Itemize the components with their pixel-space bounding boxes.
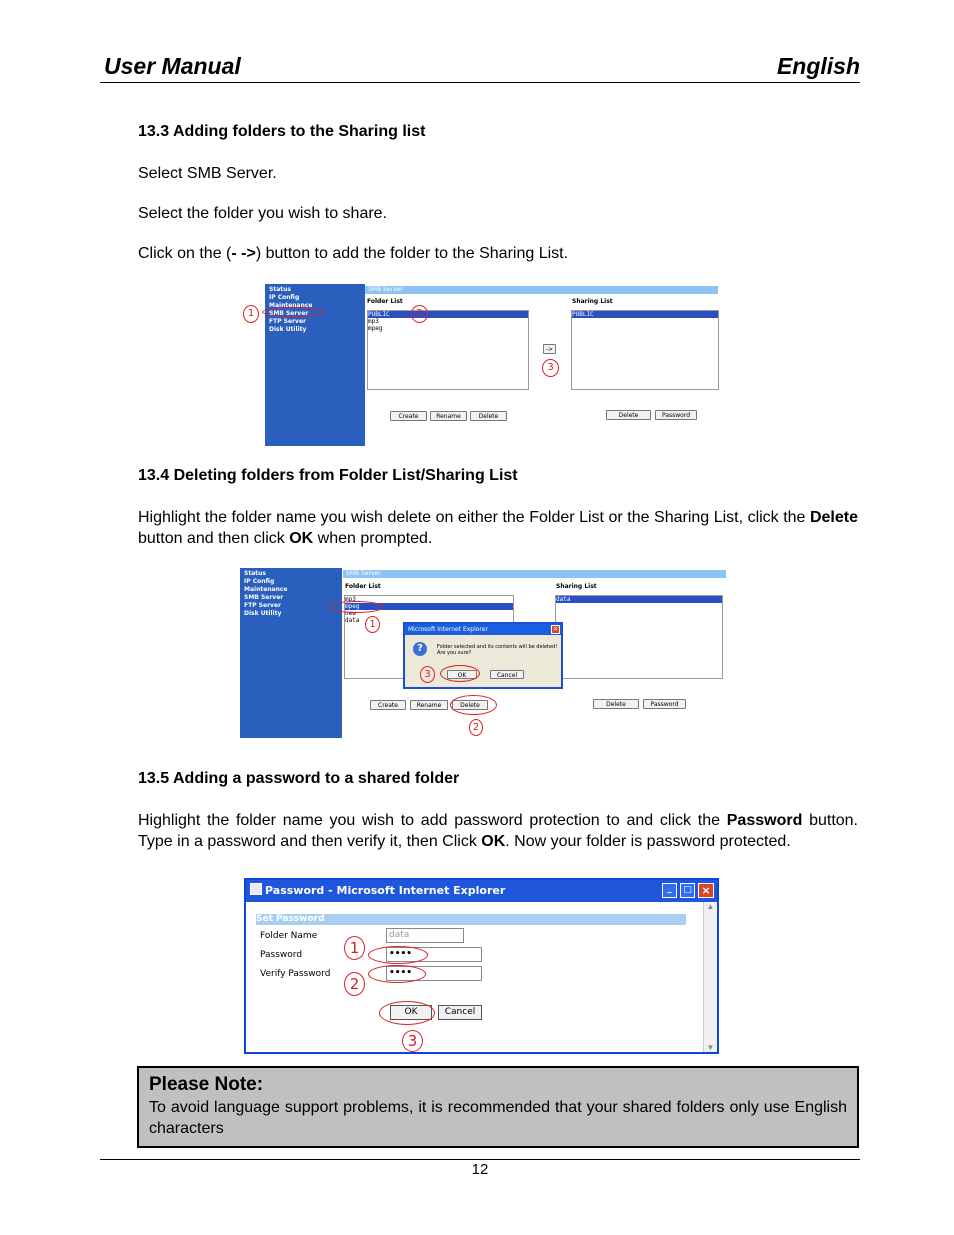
scroll-up-icon[interactable]: ▲ xyxy=(706,902,715,911)
nav-item[interactable]: IP Config xyxy=(269,294,300,301)
callout-3-icon: 3 xyxy=(420,666,435,683)
highlight-ellipse xyxy=(262,307,324,317)
callout-1-icon: 1 xyxy=(344,936,365,960)
list-item[interactable]: mpeg xyxy=(368,325,383,332)
highlight-ellipse xyxy=(368,946,428,964)
s134-bold-delete: Delete xyxy=(809,509,858,526)
rename-button[interactable]: Rename xyxy=(410,700,448,710)
nav-item[interactable]: Status xyxy=(244,570,266,577)
nav-item[interactable]: SMB Server xyxy=(269,310,309,317)
window-title: Password - Microsoft Internet Explorer xyxy=(265,884,506,897)
password-field[interactable]: •••• xyxy=(386,947,482,962)
question-icon: ? xyxy=(413,642,427,656)
nav-item[interactable]: SMB Server xyxy=(244,594,284,601)
nav-item[interactable]: Status xyxy=(269,286,291,293)
delete-button[interactable]: Delete xyxy=(452,700,488,710)
dialog-cancel-button[interactable]: Cancel xyxy=(490,670,524,679)
folder-list-box[interactable] xyxy=(367,310,529,390)
callout-3-icon: 3 xyxy=(542,359,559,377)
page-footer-rule xyxy=(100,1159,860,1160)
note-title: Please Note: xyxy=(149,1074,264,1095)
dialog-title: Microsoft Internet Explorer xyxy=(408,626,488,633)
section-13-3-heading: 13.3 Adding folders to the Sharing list xyxy=(138,123,426,140)
callout-1-icon: 1 xyxy=(243,305,259,323)
sharing-list-box[interactable] xyxy=(555,595,723,679)
dialog-ok-button[interactable]: OK xyxy=(447,670,477,679)
verify-password-field[interactable]: •••• xyxy=(386,966,482,981)
please-note-box xyxy=(137,1066,859,1148)
nav-item[interactable]: Maintenance xyxy=(244,586,288,593)
dialog-message xyxy=(437,644,557,656)
highlight-ellipse xyxy=(379,1001,435,1025)
highlight-ellipse xyxy=(440,665,480,682)
set-password-bar: Set Password xyxy=(256,914,686,925)
password-button[interactable]: Password xyxy=(655,410,697,420)
section-13-4-heading: 13.4 Deleting folders from Folder List/Sharing List xyxy=(138,467,518,484)
list-item[interactable]: data xyxy=(556,596,722,603)
highlight-ellipse xyxy=(328,601,384,613)
verify-password-label: Verify Password xyxy=(260,969,331,979)
panel-title-bar: SMB Server xyxy=(343,570,726,578)
page-number: 12 xyxy=(471,1161,489,1178)
nav-item[interactable]: FTP Server xyxy=(244,602,281,609)
dialog-titlebar xyxy=(405,624,561,635)
folder-name-field[interactable]: data xyxy=(386,928,464,943)
list-item[interactable]: mp3 xyxy=(368,318,379,325)
window-content xyxy=(246,902,703,1052)
callout-2-icon: 2 xyxy=(411,305,428,323)
section-13-5-heading: 13.5 Adding a password to a shared folder xyxy=(138,770,460,787)
list-item[interactable]: PUBLIC xyxy=(368,311,528,318)
nav-item[interactable]: Disk Utility xyxy=(269,326,307,333)
s133-step3-bold: - -> xyxy=(231,245,256,262)
s135-paragraph xyxy=(138,810,858,852)
screenshot-smb-delete xyxy=(240,568,726,738)
s135-bold-ok: OK xyxy=(481,833,506,850)
s134-text-2: button and then click xyxy=(138,530,290,547)
list-item[interactable]: new xyxy=(345,610,356,617)
dialog-message-line-1: Folder selected and its contents will be deleted! xyxy=(437,644,558,650)
folder-list-label: Folder List xyxy=(345,583,381,590)
nav-item[interactable]: Maintenance xyxy=(269,302,313,309)
close-icon[interactable]: × xyxy=(698,883,714,898)
s134-text-3: when prompted. xyxy=(313,530,433,547)
note-text: To avoid language support problems, it is recommended that your shared folders only use English characters xyxy=(149,1099,847,1137)
s133-step3-pre: Click on the ( xyxy=(138,245,232,262)
ok-button[interactable]: OK xyxy=(390,1005,432,1020)
highlight-ellipse xyxy=(450,695,497,715)
page-header xyxy=(100,50,860,83)
password-label: Password xyxy=(260,950,303,960)
nav-item[interactable]: IP Config xyxy=(244,578,275,585)
sharing-list-box[interactable] xyxy=(571,310,719,390)
maximize-icon[interactable]: □ xyxy=(680,883,695,898)
vertical-scrollbar[interactable] xyxy=(703,902,717,1052)
nav-item[interactable]: FTP Server xyxy=(269,318,306,325)
callout-3-icon: 3 xyxy=(402,1030,423,1052)
s135-text-1: Highlight the folder name you wish to add password protection to and click the xyxy=(138,812,727,829)
s133-step3-post: ) button to add the folder to the Sharing List. xyxy=(255,245,569,262)
sharing-list-label: Sharing List xyxy=(572,298,613,305)
header-title-left: User Manual xyxy=(104,53,241,79)
sharing-delete-button[interactable]: Delete xyxy=(593,699,639,709)
ie-page-icon xyxy=(250,883,262,895)
list-item[interactable]: PUBLIC xyxy=(572,311,718,318)
callout-2-icon: 2 xyxy=(469,719,483,736)
folder-name-label: Folder Name xyxy=(260,931,318,941)
add-to-sharing-button[interactable]: -> xyxy=(543,344,556,354)
minimize-icon[interactable]: _ xyxy=(662,883,677,898)
highlight-ellipse xyxy=(368,965,426,983)
rename-button[interactable]: Rename xyxy=(430,411,467,421)
callout-2-icon: 2 xyxy=(344,972,365,996)
password-button[interactable]: Password xyxy=(643,699,686,709)
s133-step1: Select SMB Server. xyxy=(138,165,277,182)
folder-list-label: Folder List xyxy=(367,298,403,305)
delete-button[interactable]: Delete xyxy=(470,411,507,421)
s135-text-2: button. Type in a password and then verify it, then Click xyxy=(138,812,859,850)
list-item[interactable]: mp3 xyxy=(345,596,356,603)
close-icon[interactable]: × xyxy=(552,625,559,633)
s134-bold-ok: OK xyxy=(289,530,314,547)
nav-item[interactable]: Disk Utility xyxy=(244,610,282,617)
screenshot-smb-add xyxy=(240,284,720,446)
password-window xyxy=(244,878,719,1054)
sharing-list-label: Sharing List xyxy=(556,583,597,590)
header-title-right: English xyxy=(776,53,860,79)
dialog-message-line-2: Are you sure? xyxy=(437,650,472,656)
nav-menu xyxy=(240,568,342,738)
s134-text-1: Highlight the folder name you wish delete on either the Folder List or the Sharing List, click the xyxy=(138,509,810,526)
window-titlebar xyxy=(246,880,717,902)
s133-step2: Select the folder you wish to share. xyxy=(138,205,388,222)
list-item[interactable]: data xyxy=(345,617,360,624)
s135-bold-password: Password xyxy=(726,812,803,829)
s134-paragraph xyxy=(138,507,858,549)
list-item[interactable]: mpeg xyxy=(345,603,513,610)
scroll-down-icon[interactable]: ▼ xyxy=(706,1043,715,1052)
cancel-button[interactable]: Cancel xyxy=(438,1005,482,1020)
panel-title-bar: SMB Server xyxy=(365,286,718,294)
s133-step3 xyxy=(138,243,858,264)
s135-text-3: . Now your folder is password protected. xyxy=(505,833,791,850)
create-button[interactable]: Create xyxy=(370,700,406,710)
create-button[interactable]: Create xyxy=(390,411,427,421)
sharing-delete-button[interactable]: Delete xyxy=(606,410,651,420)
callout-1-icon: 1 xyxy=(365,616,380,633)
